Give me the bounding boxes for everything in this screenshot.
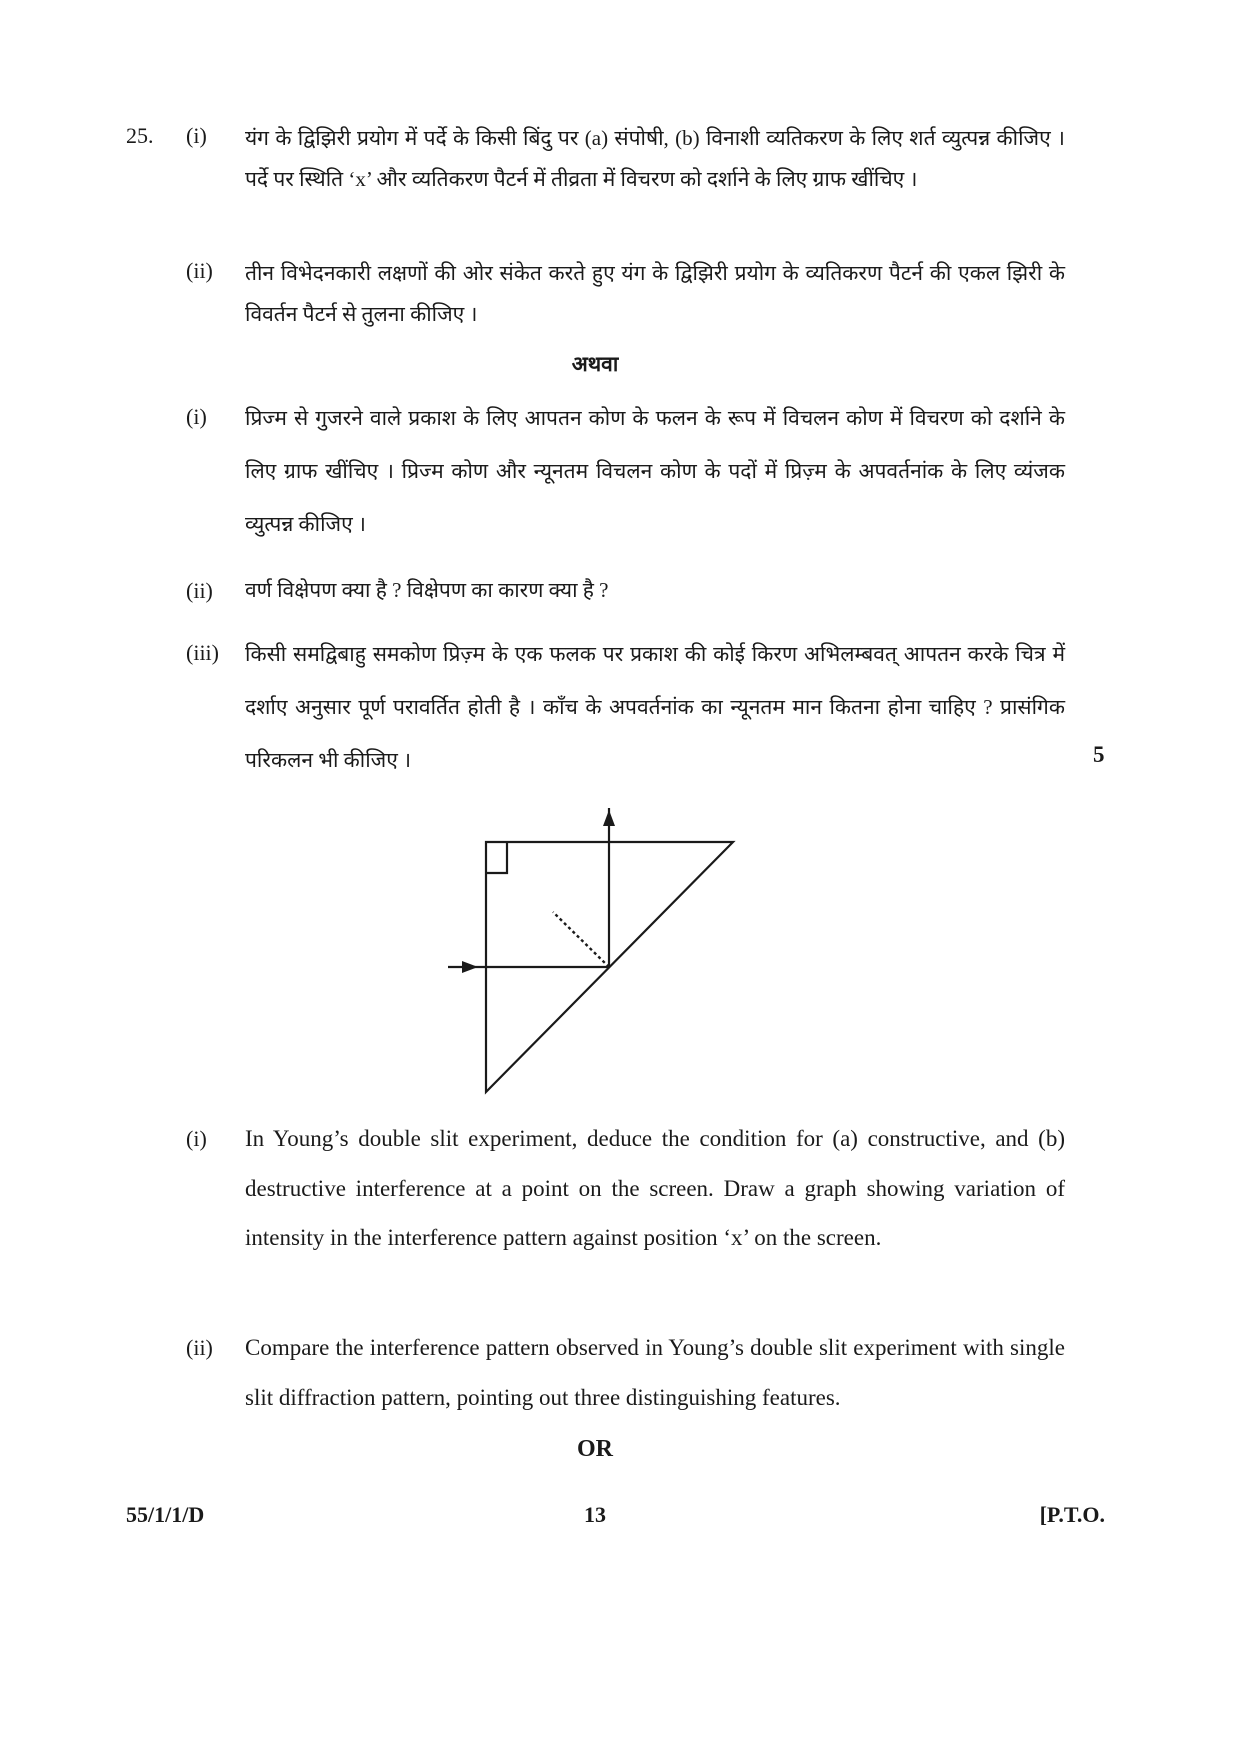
english-part2-label: (ii) xyxy=(186,1335,213,1360)
footer-code: 55/1/1/D xyxy=(126,1502,205,1527)
normal-line xyxy=(553,912,609,967)
hindi-part1-label: (i) xyxy=(186,123,207,148)
hindi-alt3-text: किसी समद्विबाहु समकोण प्रिज़्म के एक फलक पर प्रकाश की कोई किरण अभिलम्बवत् आपतन करके चित्र में दर्शाए अनुसार पूर्ण परावर्तित होती है । काँच के अपवर्तनांक का न्यूनतम मान कितना होना चाहिए ? प्रासंगिक परिकलन भी कीजिए । xyxy=(245,642,1065,772)
right-angle-marker xyxy=(486,842,507,873)
footer-pto: [P.T.O. xyxy=(1039,1502,1105,1527)
hindi-alt2-label: (ii) xyxy=(186,578,213,603)
hindi-part1-text: यंग के द्विझिरी प्रयोग में पर्दे के किसी बिंदु पर (a) संपोषी, (b) विनाशी व्यतिकरण के लिए शर्त व्युत्पन्न कीजिए । पर्दे पर स्थिति ‘x’ और व्यतिकरण पैटर्न में तीव्रता में विचरण को दर्शाने के लिए ग्राफ खींचिए । xyxy=(245,126,1065,191)
hindi-part2-text: तीन विभेदनकारी लक्षणों की ओर संकेत करते हुए यंग के द्विझिरी प्रयोग के व्यतिकरण पैटर्न की एकल झिरी के विवर्तन पैटर्न से तुलना कीजिए । xyxy=(245,261,1065,326)
hindi-alt1-label: (i) xyxy=(186,404,207,429)
incident-arrowhead xyxy=(462,961,478,973)
english-or-heading: OR xyxy=(577,1436,613,1462)
hindi-alt2-text: वर्ण विक्षेपण क्या है ? विक्षेपण का कारण क्या है ? xyxy=(245,578,609,602)
reflected-arrowhead xyxy=(603,810,615,826)
english-part2-text: Compare the interference pattern observed in Young’s double slit experiment with single slit diffraction pattern, pointing out three distinguishing features. xyxy=(245,1335,1065,1410)
hindi-alt3-label: (iii) xyxy=(186,640,219,665)
hindi-part2-label: (ii) xyxy=(186,258,213,283)
question-number: 25. xyxy=(126,123,154,148)
footer-page-number: 13 xyxy=(584,1502,606,1527)
hindi-alt1-text: प्रिज्म से गुजरने वाले प्रकाश के लिए आपतन कोण के फलन के रूप में विचलन कोण में विचरण को दर्शाने के लिए ग्राफ खींचिए । प्रिज्म कोण और न्यूनतम विचलन कोण के पदों में प्रिज़्म के अपवर्तनांक के लिए व्यंजक व्युत्पन्न कीजिए । xyxy=(245,406,1065,536)
hindi-or-heading: अथवा xyxy=(571,352,619,376)
english-part1-label: (i) xyxy=(186,1126,207,1151)
english-part1-text: In Young’s double slit experiment, deduce the condition for (a) constructive, and (b) destructive interference at a point on the screen. Draw a graph showing variation of intensity in the interference pattern against position ‘x’ on the screen. xyxy=(245,1126,1065,1250)
question-marks: 5 xyxy=(1093,742,1105,767)
